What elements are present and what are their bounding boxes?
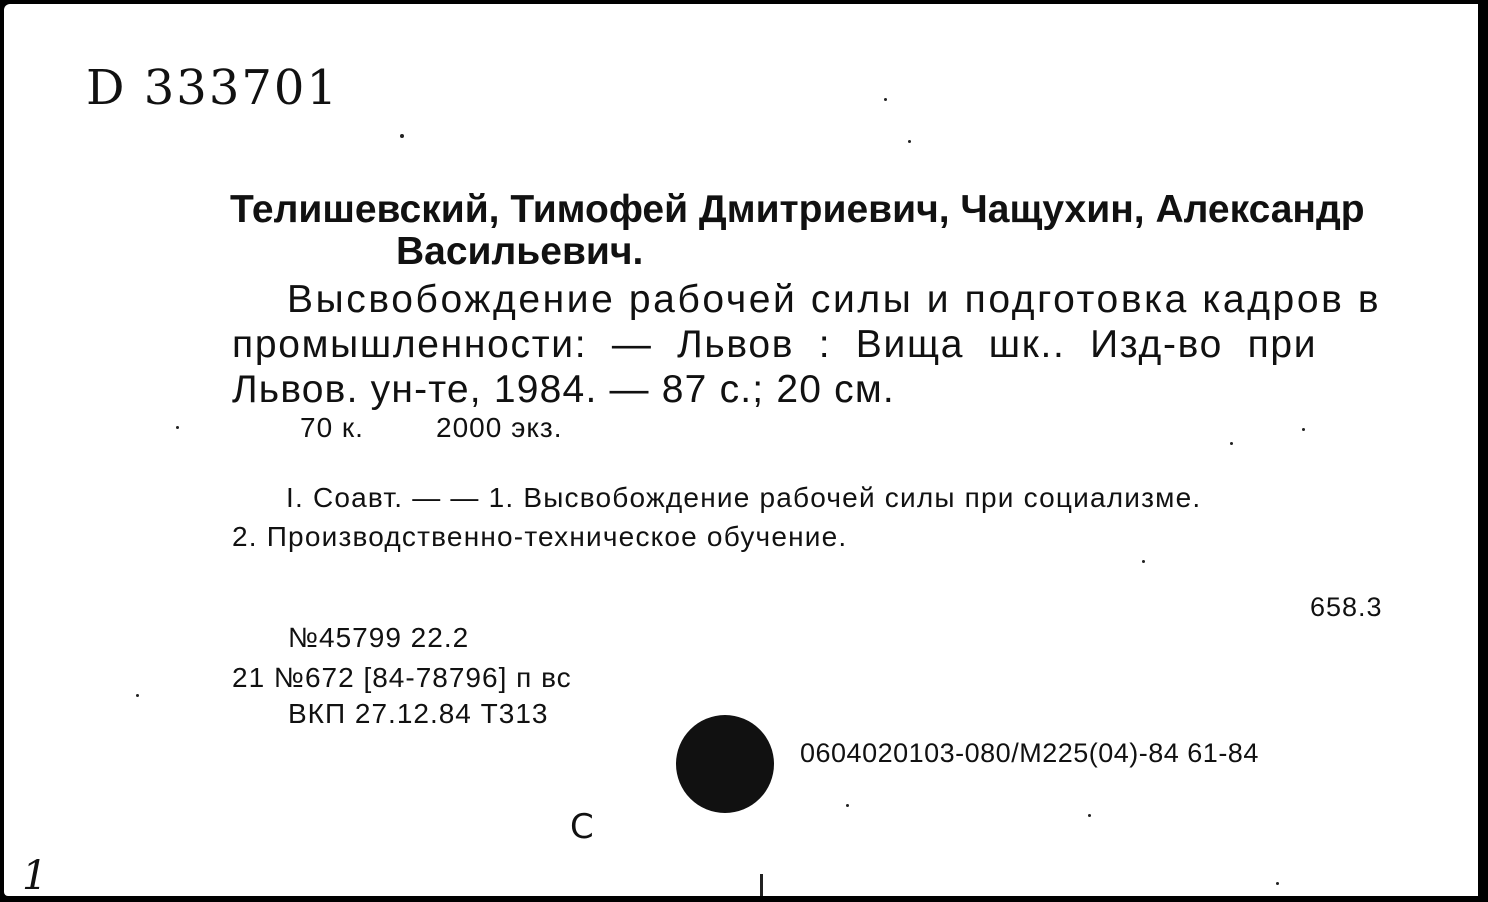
speck [1142, 560, 1145, 563]
subject-headings: I. Соавт. — — 1. Высвобождение рабочей силы при социализме. [286, 482, 1202, 513]
speck [1230, 442, 1233, 445]
publication-line: промышленности: — Львов : Вища шк.. Изд-во при [232, 323, 1318, 366]
title-line: Высвобождение рабочей силы и подготовка кадров в [287, 278, 1382, 321]
speck [884, 98, 887, 101]
book-chamber-record: ВКП 27.12.84 Т313 [288, 698, 549, 729]
speck [1302, 428, 1305, 431]
handwritten-mark: 1 [22, 853, 48, 896]
speck [760, 874, 763, 896]
speck [1276, 882, 1279, 885]
speck [136, 694, 139, 697]
scan-edge [1478, 0, 1488, 902]
print-run: 2000 экз. [436, 412, 563, 443]
catalog-card [4, 4, 1478, 896]
author-heading-continued: Васильевич. [396, 230, 644, 273]
card-letter: С [570, 807, 594, 847]
speck [400, 134, 404, 138]
price: 70 к. [300, 412, 364, 443]
imprint-line: Львов. ун-те, 1984. — 87 с.; 20 см. [232, 368, 895, 411]
author-heading: Телишевский, Тимофей Дмитриевич, Чащухин, Александр [230, 188, 1365, 231]
speck [1088, 814, 1091, 817]
subject-headings-continued: 2. Производственно-техническое обучение. [232, 521, 848, 552]
card-id: D 333701 [86, 60, 339, 116]
registration-number: 21 №672 [84-78796] п вс [232, 662, 572, 693]
speck [176, 426, 179, 429]
classification-code: 658.3 [1310, 592, 1383, 622]
speck [908, 140, 911, 143]
punch-hole [676, 715, 774, 813]
publisher-code: 0604020103-080/М225(04)-84 61-84 [800, 738, 1259, 768]
speck [846, 804, 849, 807]
catalog-number: №45799 22.2 [288, 622, 470, 653]
